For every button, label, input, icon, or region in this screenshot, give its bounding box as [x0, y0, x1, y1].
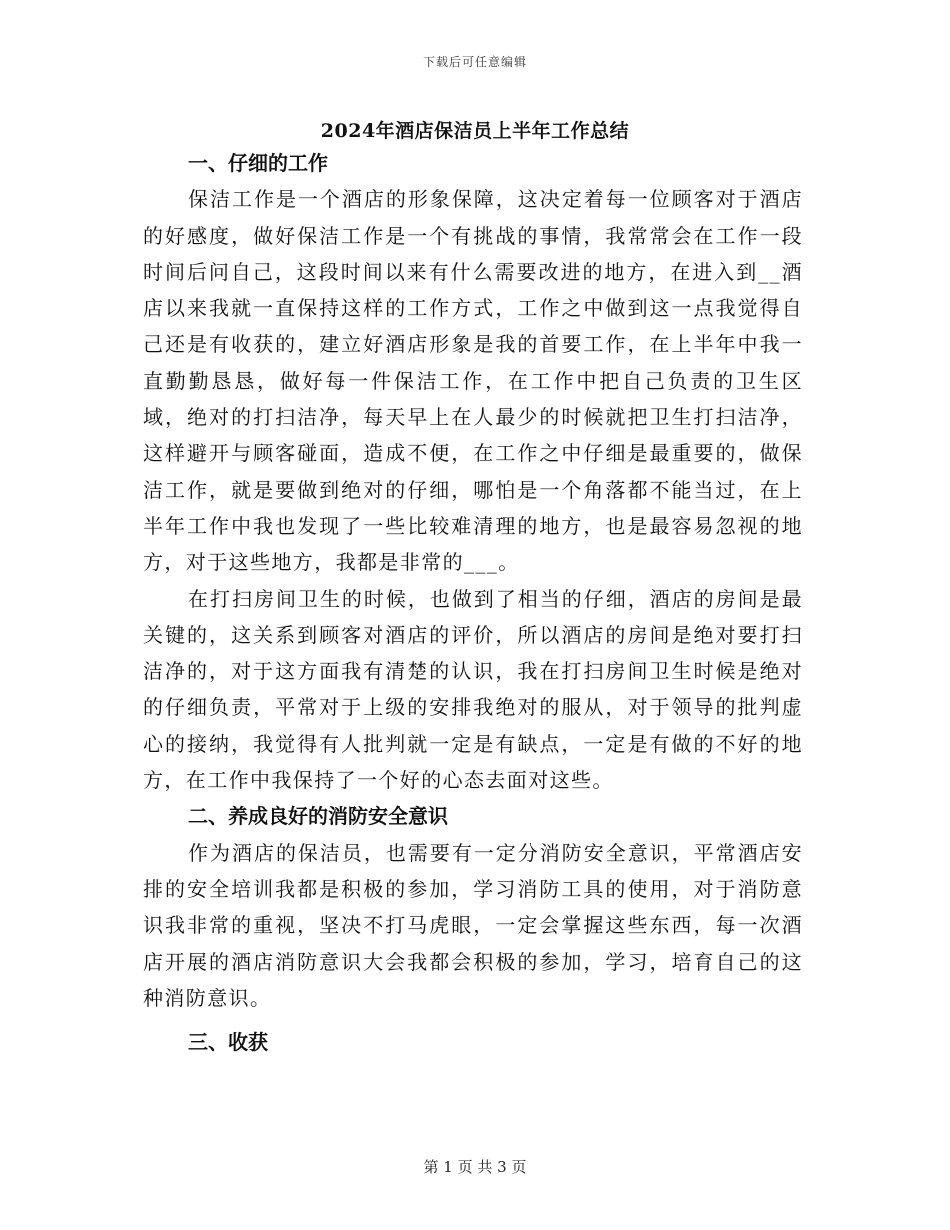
document-title: 2024年酒店保洁员上半年工作总结 [320, 120, 630, 142]
page-header-note: 下载后可任意编辑 [422, 55, 527, 69]
section-1-paragraph-2: 在打扫房间卫生的时候，也做到了相当的仔细，酒店的房间是最关键的，这关系到顾客对酒店的评价，所以酒店的房间是绝对要打扫洁净的，对于这方面我有清楚的认识，我在打扫房间卫生时候是绝对的仔细负责，平常对于上级的安排我绝对的服从，对于领导的批判虚心的接纳，我觉得有人批判就一定是有缺点，一定是有做的不好的地方，在工作中我保持了一个好的心态去面对这些。 [143, 586, 803, 793]
section-heading-3: 三、收获 [188, 1030, 268, 1055]
section-2-paragraph-1: 作为酒店的保洁员，也需要有一定分消防安全意识，平常酒店安排的安全培训我都是积极的参加，学习消防工具的使用，对于消防意识我非常的重视，坚决不打马虎眼，一定会掌握这些东西，每一次酒店开展的酒店消防意识大会我都会积极的参加，学习，培育自己的这种消防意识。 [143, 840, 803, 1010]
section-1-paragraph-1: 保洁工作是一个酒店的形象保障，这决定着每一位顾客对于酒店的好感度，做好保洁工作是一个有挑战的事情，我常常会在工作一段时间后问自己，这段时间以来有什么需要改进的地方，在进入到__酒店以来我就一直保持这样的工作方式，工作之中做到这一点我觉得自己还是有收获的，建立好酒店形象是我的首要工作，在上半年中我一直勤勤恳恳，做好每一件保洁工作，在工作中把自己负责的卫生区域，绝对的打扫洁净，每天早上在人最少的时候就把卫生打扫洁净，这样避开与顾客碰面，造成不便，在工作之中仔细是最重要的，做保洁工作，就是要做到绝对的仔细，哪怕是一个角落都不能当过，在上半年工作中我也发现了一些比较难清理的地方，也是最容易忽视的地方，对于这些地方，我都是非常的___。 [143, 187, 803, 575]
document-body [143, 145, 803, 1060]
section-heading-2: 二、养成良好的消防安全意识 [188, 804, 448, 829]
section-heading-1: 一、仔细的工作 [188, 151, 328, 175]
page-number-footer: 第 1 页 共 3 页 [423, 1158, 527, 1176]
